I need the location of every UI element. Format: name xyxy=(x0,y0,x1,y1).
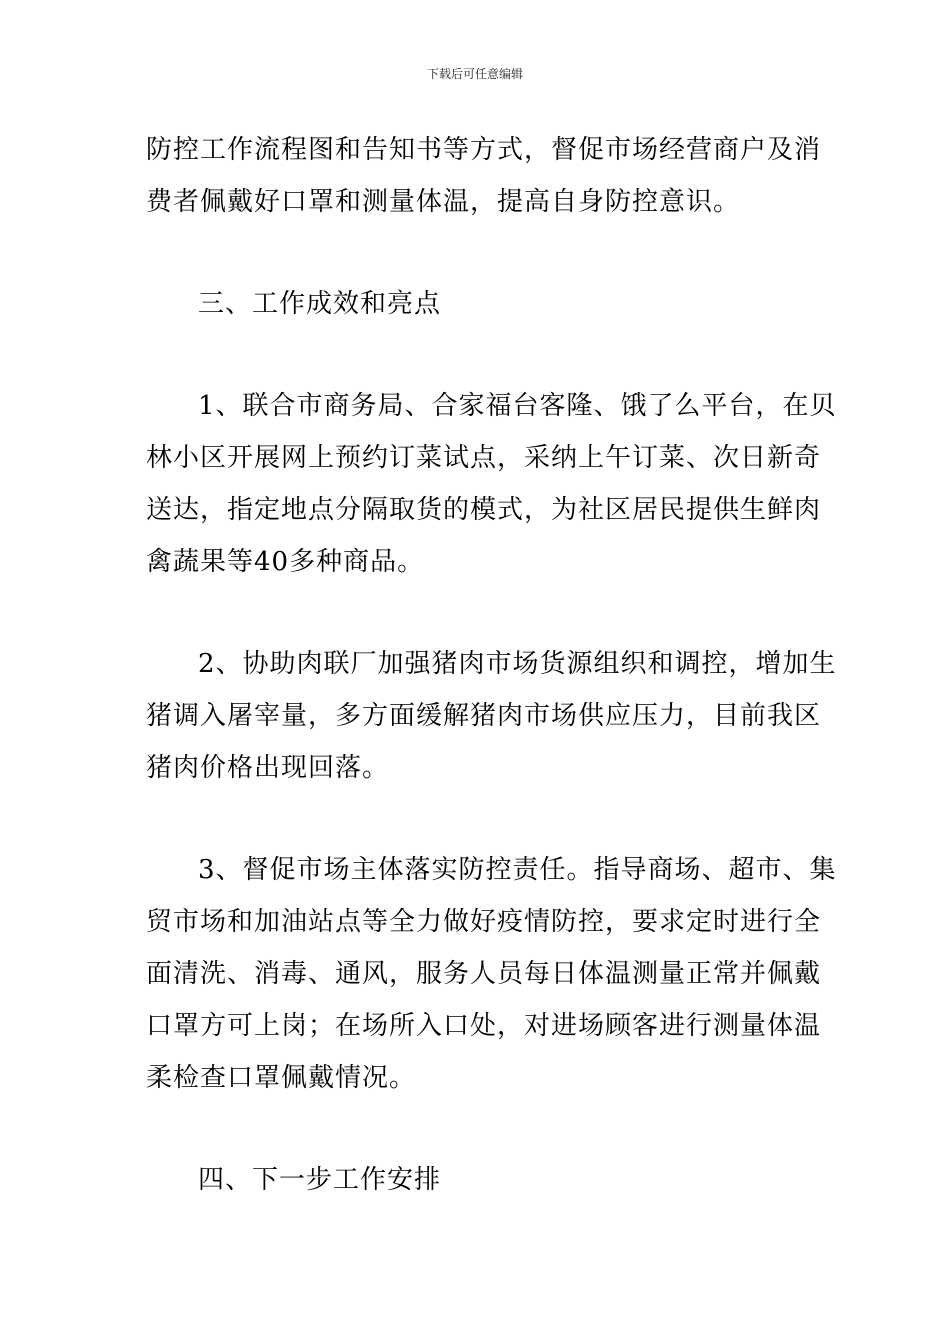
text-line: 口罩方可上岗；在场所入口处，对进场顾客进行测量体温 xyxy=(146,1011,822,1041)
text-line: 猪肉价格出现回落。 xyxy=(146,753,390,783)
text-line: 面清洗、消毒、通风，服务人员每日体温测量正常并佩戴 xyxy=(146,959,822,989)
paragraph-item-1 xyxy=(146,380,837,588)
text-line: 猪调入屠宰量，多方面缓解猪肉市场供应压力，目前我区 xyxy=(146,701,822,731)
paragraph-item-3 xyxy=(146,844,837,1104)
paragraph-item-2 xyxy=(146,638,837,794)
document-body xyxy=(146,124,837,1256)
paragraph-continued xyxy=(146,124,822,228)
text-line: 3、督促市场主体落实防控责任。指导商场、超市、集 xyxy=(198,855,837,885)
section-heading-3: 三、工作成效和亮点 xyxy=(198,289,442,319)
text-line: 1、联合市商务局、合家福台客隆、饿了么平台，在贝 xyxy=(198,391,837,421)
text-line: 2、协助肉联厂加强猪肉市场货源组织和调控，增加生 xyxy=(198,649,837,679)
text-line: 贸市场和加油站点等全力做好疫情防控，要求定时进行全 xyxy=(146,907,822,937)
text-line: 林小区开展网上预约订菜试点，采纳上午订菜、次日新奇 xyxy=(146,443,822,473)
section-heading-4: 四、下一步工作安排 xyxy=(198,1165,442,1195)
text-line: 防控工作流程图和告知书等方式，督促市场经营商户及消 xyxy=(146,135,822,165)
text-line: 柔检查口罩佩戴情况。 xyxy=(146,1063,417,1093)
text-line: 费者佩戴好口罩和测量体温，提高自身防控意识。 xyxy=(146,187,741,217)
page-header-note: 下载后可任意编辑 xyxy=(426,67,523,81)
text-line: 送达，指定地点分隔取货的模式，为社区居民提供生鲜肉 xyxy=(146,495,822,525)
text-line: 禽蔬果等40多种商品。 xyxy=(146,547,425,577)
